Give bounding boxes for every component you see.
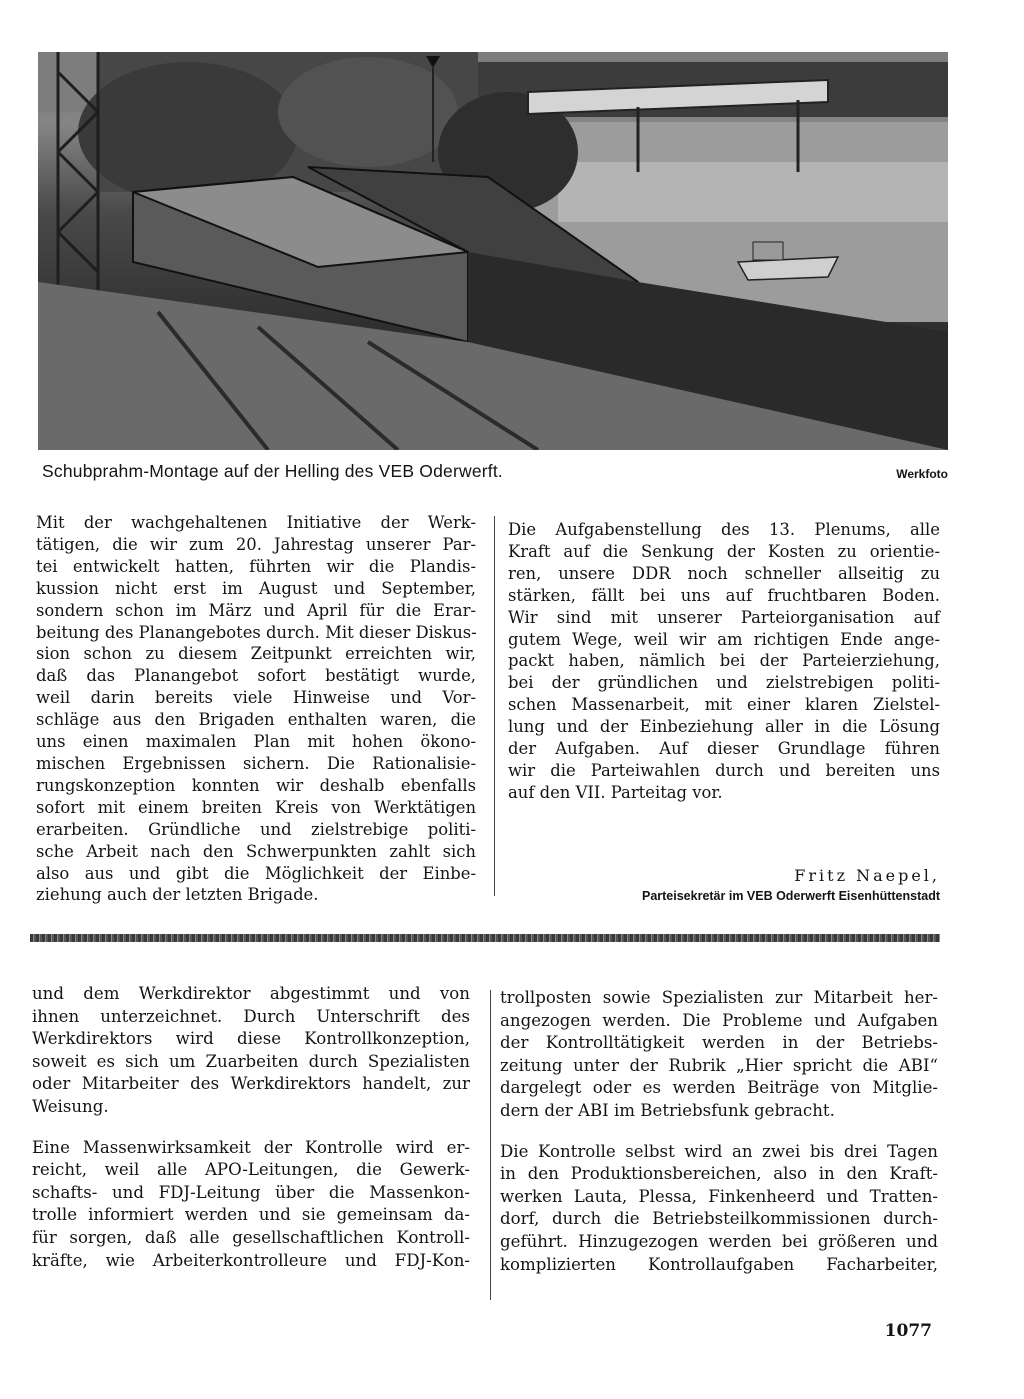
- text-line: tätigen, die wir zum 20. Jahrestag unserer Par-: [36, 534, 476, 554]
- section-separator-bar: [30, 934, 940, 942]
- paragraph: [32, 983, 470, 1119]
- text-line: der Aufgaben. Auf dieser Grundlage führen: [508, 739, 940, 759]
- text-line: ren, unsere DDR noch schneller allseitig zu: [508, 563, 940, 583]
- text-line: oder Mitarbeiter des Werkdirektors handelt, zur: [32, 1074, 470, 1094]
- text-line: Werkdirektors wird diese Kontrollkonzeption,: [32, 1029, 470, 1049]
- paragraph: [32, 1137, 470, 1273]
- text-line: in den Produktionsbereichen, also in den Kraft-: [500, 1164, 938, 1184]
- text-line: lung und der Einbeziehung aller in die Lösung: [508, 717, 940, 737]
- shipyard-photo: [38, 52, 948, 450]
- text-line: rungskonzeption konnten wir deshalb ebenfalls: [36, 775, 476, 795]
- photo-caption-row: [42, 461, 948, 487]
- text-line: kräfte, wie Arbeiterkontrolleure und FDJ-Kon-: [32, 1250, 470, 1270]
- text-line: Weisung.: [32, 1096, 109, 1116]
- text-line: soweit es sich um Zuarbeiten durch Spezialisten: [32, 1051, 470, 1071]
- text-line: daß das Planangebot sofort bestätigt wurde,: [36, 666, 476, 686]
- text-line: reicht, weil alle APO-Leitungen, die Gewerk-: [32, 1160, 470, 1180]
- text-line: sondern schon im März und April für die Erar-: [36, 600, 476, 620]
- text-line: sion schon zu diesem Zeitpunkt erreichten wir,: [36, 644, 476, 664]
- upper-left-column: [36, 512, 476, 906]
- paragraph: [500, 987, 938, 1123]
- text-line: stärken, fällt bei uns auf fruchtbaren Boden.: [508, 585, 940, 605]
- text-line: tei entwickelt hatten, führten wir die Plandis-: [36, 556, 476, 576]
- text-line: kussion nicht erst im August und September,: [36, 578, 476, 598]
- author-name: Fritz Naepel,: [794, 866, 940, 885]
- text-line: Die Kontrolle selbst wird an zwei bis drei Tagen: [500, 1141, 938, 1161]
- photo-caption: Schubprahm-Montage auf der Helling des VEB Oderwerft.: [42, 461, 503, 481]
- text-line: zeitung unter der Rubrik „Hier spricht die ABI“: [500, 1055, 938, 1075]
- text-line: weil darin bereits viele Hinweise und Vor-: [36, 688, 476, 708]
- text-line: gutem Wege, weil wir am richtigen Ende ange-: [508, 629, 940, 649]
- text-line: auf den VII. Parteitag vor.: [508, 782, 723, 802]
- text-line: bei der gründlichen und zielstrebigen politi-: [508, 673, 940, 693]
- text-line: packt haben, nämlich bei der Parteierziehung,: [508, 651, 940, 671]
- author-affiliation: Parteisekretär im VEB Oderwerft Eisenhüttenstadt: [641, 889, 940, 903]
- text-line: wir die Parteiwahlen durch und bereiten uns: [508, 760, 940, 780]
- upper-right-column: [508, 519, 940, 804]
- text-line: schafts- und FDJ-Leitung über die Massenkon-: [32, 1182, 470, 1202]
- text-line: sofort mit einem breiten Kreis von Werktätigen: [36, 797, 476, 817]
- text-line: für sorgen, daß alle gesellschaftlichen Kontroll-: [32, 1227, 470, 1247]
- text-line: Kraft auf die Senkung der Kosten zu orientie-: [508, 541, 940, 561]
- text-line: ihnen unterzeichnet. Durch Unterschrift des: [32, 1006, 470, 1026]
- page-number: 1077: [884, 1321, 932, 1341]
- text-line: geführt. Hinzugezogen werden bei größeren und: [500, 1231, 938, 1251]
- text-line: schläge aus den Brigaden enthalten waren, die: [36, 710, 476, 730]
- lower-left-column: [32, 983, 470, 1272]
- text-line: Wir sind mit unserer Parteiorganisation auf: [508, 607, 940, 627]
- text-line: trollposten sowie Spezialisten zur Mitarbeit her-: [500, 988, 938, 1007]
- text-line: mischen Ergebnissen sichern. Die Rationalisie-: [36, 753, 476, 773]
- text-line: dern der ABI im Betriebsfunk gebracht.: [500, 1100, 835, 1120]
- text-line: ziehung auch der letzten Brigade.: [36, 885, 319, 905]
- text-line: sche Arbeit nach den Schwerpunkten zahlt sich: [36, 841, 476, 861]
- text-line: und dem Werkdirektor abgestimmt und von: [32, 984, 470, 1003]
- shipyard-photo-illustration: [38, 52, 948, 450]
- photo-credit: Werkfoto: [896, 467, 948, 481]
- text-line: werken Lauta, Plessa, Finkenheerd und Tratten-: [500, 1186, 938, 1206]
- text-line: uns einen maximalen Plan mit hohen ökono-: [36, 732, 476, 752]
- text-line: angezogen werden. Die Probleme und Aufgaben: [500, 1010, 938, 1030]
- text-line: der Kontrolltätigkeit werden in der Betriebs-: [500, 1033, 938, 1053]
- text-line: Die Aufgabenstellung des 13. Plenums, alle: [508, 520, 940, 539]
- text-line: also aus und gibt die Möglichkeit der Einbe-: [36, 863, 476, 883]
- text-line: Eine Massenwirksamkeit der Kontrolle wird er-: [32, 1137, 470, 1157]
- text-line: komplizierten Kontrollaufgaben Facharbeiter,: [500, 1254, 938, 1274]
- text-line: erarbeiten. Gründliche und zielstrebige politi-: [36, 819, 476, 839]
- text-line: schen Massenarbeit, mit einer klaren Zielstel-: [508, 695, 940, 715]
- text-line: beitung des Planangebotes durch. Mit dieser Diskus-: [36, 622, 477, 642]
- paragraph: [500, 1141, 938, 1277]
- text-line: dargelegt oder es werden Beiträge von Mitglie-: [500, 1078, 938, 1098]
- text-line: Mit der wachgehaltenen Initiative der Werk-: [36, 513, 476, 532]
- lower-right-column: [500, 987, 938, 1276]
- text-line: dorf, durch die Betriebsteilkommissionen durch-: [500, 1209, 938, 1229]
- text-line: trolle informiert werden und sie gemeinsam da-: [32, 1205, 470, 1225]
- column-divider: [494, 516, 495, 896]
- column-divider: [490, 990, 491, 1300]
